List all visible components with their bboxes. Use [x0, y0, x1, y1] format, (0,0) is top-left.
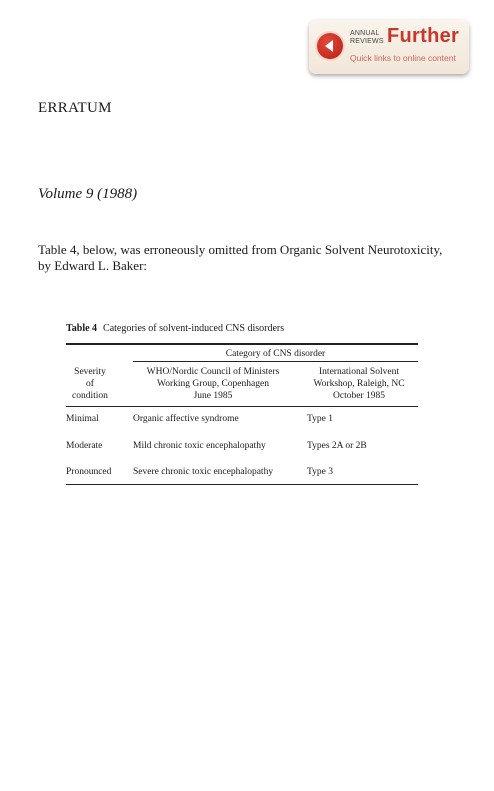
row-who: Organic affective syndrome [133, 414, 239, 424]
column-header-international: International Solvent Workshop, Raleigh, NC October 1985 [313, 367, 405, 401]
column-header-rule [66, 406, 418, 407]
arrow-left-icon[interactable] [317, 33, 343, 59]
table-bottom-rule [66, 484, 418, 485]
table-number: Table 4 [66, 323, 98, 334]
table-top-rule [66, 343, 418, 345]
table-caption [66, 323, 284, 334]
row-severity: Pronounced [66, 467, 112, 477]
row-who: Severe chronic toxic encephalopathy [133, 467, 274, 477]
group-header: Category of CNS disorder [225, 349, 326, 359]
annual-reviews-logo: ANNUAL REVIEWS [350, 30, 384, 45]
erratum-heading: ERRATUM [38, 100, 112, 116]
further-banner[interactable] [309, 20, 469, 74]
row-severity: Minimal [66, 414, 99, 424]
further-label: Further [387, 25, 460, 47]
banner-subtitle: Quick links to online content [350, 53, 456, 63]
column-header-who: WHO/Nordic Council of Ministers Working Group, Copenhagen June 1985 [146, 367, 280, 401]
row-international: Type 1 [307, 414, 333, 424]
row-international: Types 2A or 2B [307, 441, 367, 451]
row-severity: Moderate [66, 441, 103, 451]
row-who: Mild chronic toxic encephalopathy [133, 441, 266, 451]
group-header-rule [133, 361, 418, 362]
table-title: Categories of solvent-induced CNS disorders [103, 323, 285, 334]
column-header-severity: Severity of condition [72, 367, 108, 401]
row-international: Type 3 [307, 467, 333, 477]
intro-paragraph: Table 4, below, was erroneously omitted from Organic Solvent Neurotoxicity, by Edward L. Baker: [38, 242, 443, 273]
volume-heading: Volume 9 (1988) [38, 186, 138, 202]
